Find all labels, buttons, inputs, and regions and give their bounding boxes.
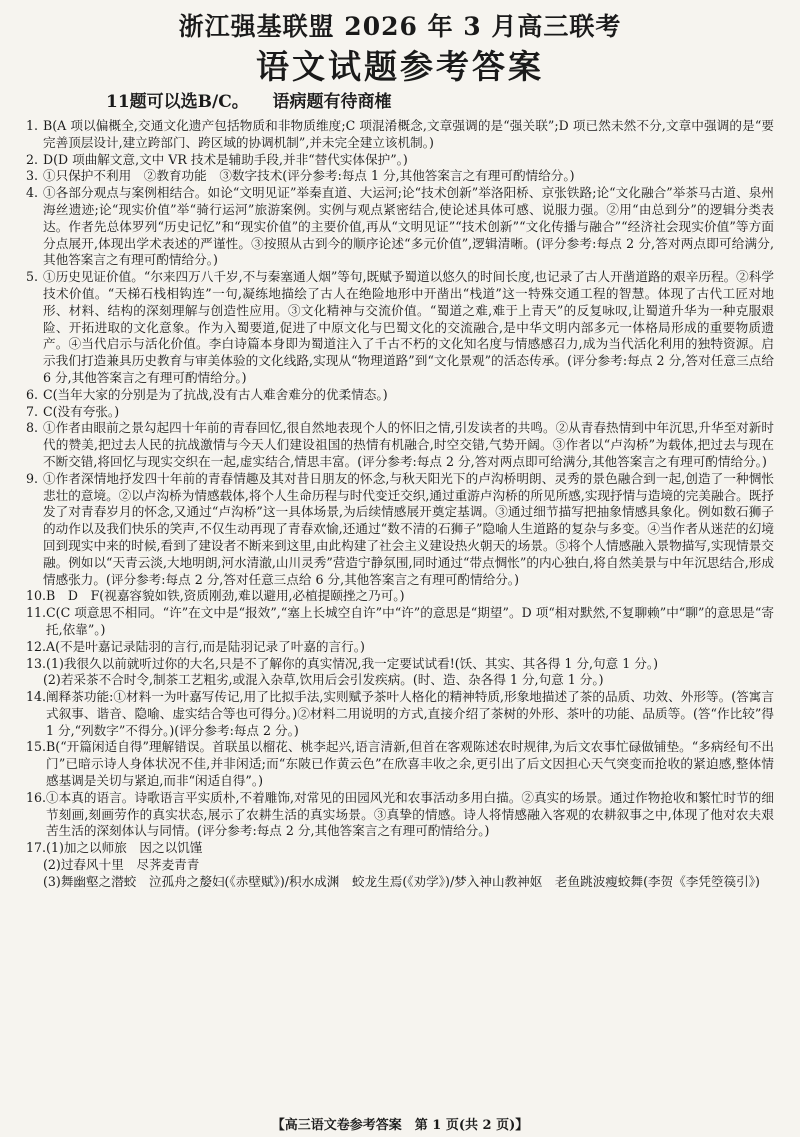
answer-item xyxy=(26,168,774,185)
answer-number: 10. xyxy=(26,588,47,604)
handwritten-note: 11题可以选B/C。 语病题有待商榷 xyxy=(106,92,392,112)
answer-text: D(D 项曲解文意,文中 VR 技术是辅助手段,并非“替代实体保护”。) xyxy=(43,151,408,167)
answer-item xyxy=(26,185,774,269)
answer-number: 6. xyxy=(26,386,39,402)
document-title: 语文试题参考答案 xyxy=(256,47,544,86)
answer-text: C(C 项意思不相同。“许”在文中是“报效”,“塞上长城空自许”中“许”的意思是“期望”。D 项“相对默然,不复聊赖”中“聊”的意思是“寄托,依靠”。) xyxy=(46,605,774,637)
answer-number: 1. xyxy=(26,118,39,133)
answer-text: B(A 项以偏概全,交通文化遗产包括物质和非物质维度;C 项混淆概念,文章强调的是“强关联”;D 项已然未然不分,文章中强调的是“要完善顶层设计,建立跨部门、跨区域的协调机制”,并未完全建立该机制。) xyxy=(43,118,774,150)
answer-item xyxy=(26,269,774,387)
answer-item xyxy=(26,420,774,470)
answer-text: (1)加之以师旅 因之以饥馑 xyxy=(46,840,203,856)
answer-text: ①本真的语言。诗歌语言平实质朴,不着雕饰,对常见的田园风光和农事活动多用白描。②真实的场景。通过作物抢收和繁忙时节的细节刻画,刻画劳作的真实状态,展示了农耕生活的真实场景。③真挚的情感。诗人将情感融入客观的农耕叙事之中,体现了他对农夫艰苦生活的深刻体认与同情。(评分参考:每点 2 分,其他答案言之有理可酌情给分。) xyxy=(46,789,774,839)
answer-number: 14. xyxy=(26,689,47,705)
answer-number: 13. xyxy=(26,655,47,671)
answer-text: (1)我很久以前就听过你的大名,只是不了解你的真实情况,我一定要试试看!(饫、其实、其各得 1 分,句意 1 分。) xyxy=(46,655,659,671)
answer-item xyxy=(26,387,774,404)
answer-text: ①作者深情地抒发四十年前的青春情趣及其对昔日朋友的怀念,与秋天阳光下的卢沟桥明朗、灵秀的景色融合到一起,创造了一种惆怅悲壮的意境。②以卢沟桥为情感载体,将个人生命历程与时代变迁交织,通过重游卢沟桥的所见所感,实现抒情与造境的完美融合。既抒发了对青春岁月的怀念,又通过“卢沟桥”这一具体场景,为后续情感展开奠定基调。③通过细节描写把抽象情感具象化。例如数石狮子的动作以及我们快乐的笑声,不仅生动再现了青春欢愉,还通过“数不清的石狮子”隐喻人生道路的复杂与多变。④当作者从迷茫的幻境回到现实中来的时候,看到了建设者不断来到这里,由此构建了社会主义建设热火朝天的场景。⑤将个人情感融入景物描写,实现情景交融。例如以“天青云淡,大地明朗,河水清澈,山川灵秀”营造宁静氛围,同时通过“带点惆怅”的内心独白,将自然美景与中年沉思结合,形成情感张力。(评分参考:每点 2 分,答对任意三点给 6 分,其他答案言之有理可酌情给分。) xyxy=(43,470,774,587)
page-footer: 【高三语文卷参考答案 第 1 页(共 2 页)】 xyxy=(271,1118,529,1133)
answer-number: 12. xyxy=(26,638,47,654)
answer-item xyxy=(26,639,774,656)
answer-subline: (2)若采茶不合时令,制茶工艺粗劣,或混入杂草,饮用后会引发疾病。(时、造、杂各得 1 分,句意 1 分。) xyxy=(43,672,604,688)
answer-item xyxy=(26,739,774,789)
answer-number: 3. xyxy=(26,168,39,184)
answer-text: C(当年大家的分别是为了抗战,没有古人难舍难分的优柔情态。) xyxy=(43,386,388,402)
answer-number: 9. xyxy=(26,470,39,486)
answer-text: ①作者由眼前之景勾起四十年前的青春回忆,很自然地表现个人的怀旧之情,引发读者的共鸣。②从青春热情到中年沉思,升华至对新时代的赞美,把过去人民的抗战激情与今天人们建设祖国的热情有机融合,时空交错,气势开阔。③作者以“卢沟桥”为载体,把过去与现在不断交错,将回忆与现实交织在一起,虚实结合,情思丰富。(评分参考:每点 2 分,答对两点即可给满分,其他答案言之有理可酌情给分。) xyxy=(43,420,774,469)
answer-item xyxy=(26,605,774,639)
answer-item xyxy=(26,689,774,739)
answer-number: 5. xyxy=(26,269,39,285)
answer-item xyxy=(26,790,774,840)
answer-item xyxy=(26,118,774,152)
answer-number: 7. xyxy=(26,403,39,419)
answer-subline: (2)过春风十里 尽荠麦青青 xyxy=(43,857,200,873)
answer-text: ①各部分观点与案例相结合。如论“文明见证”举秦直道、大运河;论“技术创新”举洛阳桥、京张铁路;论“文化融合”举茶马古道、泉州海丝遗迹;论“现实价值”举“骑行运河”旅游案例。实例与观点紧密结合,使论述具体可感、说服力强。②用“由总到分”的逻辑分类表达。作者先总体罗列“历史记忆”和“现实价值”的主要价值,再从“文明见证”“技术创新”“文化传播与融合”“经济社会现实价值”等方面分点展开,体现出学术表述的严谨性。③按照从古到今的顺序论述“多元价值”,逻辑清晰。(评分参考:每点 2 分,答对两点即可给满分,其他答案言之有理可酌情给分。) xyxy=(43,185,774,268)
exam-title: 浙江强基联盟 2026 年 3 月高三联考 xyxy=(178,12,622,41)
answer-text: B D F(视嘉容貌如铁,资质刚劲,难以避用,必植提颐挫之乃可。) xyxy=(46,588,405,604)
answer-text: ①历史见证价值。“尔来四万八千岁,不与秦塞通人烟”等句,既赋予蜀道以悠久的时间长度,也记录了古人开凿道路的艰辛历程。②科学技术价值。“天梯石栈相钩连”一句,凝练地描绘了古人在绝险地形中开凿出“栈道”这一特殊交通工程的智慧。体现了古代工匠对地形、材料、结构的深刻理解与创造性应用。③文化精神与交流价值。“蜀道之难,难于上青天”的反复咏叹,让蜀道升华为一种克服艰险、开拓进取的文化意象。作为入蜀要道,促进了中原文化与巴蜀文化的交流融合,是中华文明内部多元一体格局形成的重要物质遗产。④当代启示与活化价值。李白诗篇本身即为蜀道注入了千古不朽的文化知名度与情感感召力,成为当代活化利用的独特资源。启示我们打造兼具历史教育与审美体验的文化线路,实现从“物理道路”到“文化景观”的活态传承。(评分参考:每点 2 分,答对任意三点给 6 分,其他答案言之有理可酌情给分。) xyxy=(43,269,774,385)
answer-number: 17. xyxy=(26,840,47,856)
answer-item xyxy=(26,656,774,673)
answer-number: 15. xyxy=(26,739,47,755)
answer-text: C(没有夸张。) xyxy=(43,403,120,419)
answer-item xyxy=(26,588,774,605)
answer-number: 11. xyxy=(26,605,47,621)
answer-item xyxy=(26,404,774,421)
answer-number: 8. xyxy=(26,420,39,436)
answer-subline: (3)舞幽壑之潜蛟 泣孤舟之嫠妇(《赤壁赋》)/积水成渊 蛟龙生焉(《劝学》)/梦入神山教神妪 老鱼跳波瘦蛟舞(李贺《李凭箜篌引》) xyxy=(43,873,760,889)
answer-item xyxy=(26,471,774,589)
answer-list xyxy=(26,118,774,891)
answer-number: 4. xyxy=(26,185,39,201)
answer-text: B(“开篇闲适自得”理解错误。首联虽以榴花、桃李起兴,语言清新,但首在客观陈述农时规律,为后文农事忙碌做铺垫。“多病经旬不出门”已暗示诗人身体状况不佳,并非闲适;而“东陂已作黄云色”在欣喜丰收之余,更引出了后文因担心天气突变而抢收的紧迫感,整体情感基调是关切与紧迫,而非“闲适自得”。) xyxy=(46,739,774,789)
answer-number: 2. xyxy=(26,151,39,167)
answer-text: ①只保护不利用 ②教育功能 ③数字技术(评分参考:每点 1 分,其他答案言之有理可酌情给分。) xyxy=(43,168,575,184)
answer-number: 16. xyxy=(26,789,47,805)
answer-item xyxy=(26,840,774,857)
answer-text: A(不是叶嘉记录陆羽的言行,而是陆羽记录了叶嘉的言行。) xyxy=(46,638,365,654)
answer-text: 阐释茶功能:①材料一为叶嘉写传记,用了比拟手法,实则赋予茶叶人格化的精神特质,形象地描述了茶的品质、功效、外形等。(答寓言式叙事、谐音、隐喻、虚实结合等也可得分。)②材料二用说明的方式,直接介绍了茶树的外形、茶叶的功能、品质等。(答“作比较”得 1 分,“列数字”不得分。)(评分参考:每点 2 分。) xyxy=(46,689,774,738)
answer-item xyxy=(26,152,774,169)
